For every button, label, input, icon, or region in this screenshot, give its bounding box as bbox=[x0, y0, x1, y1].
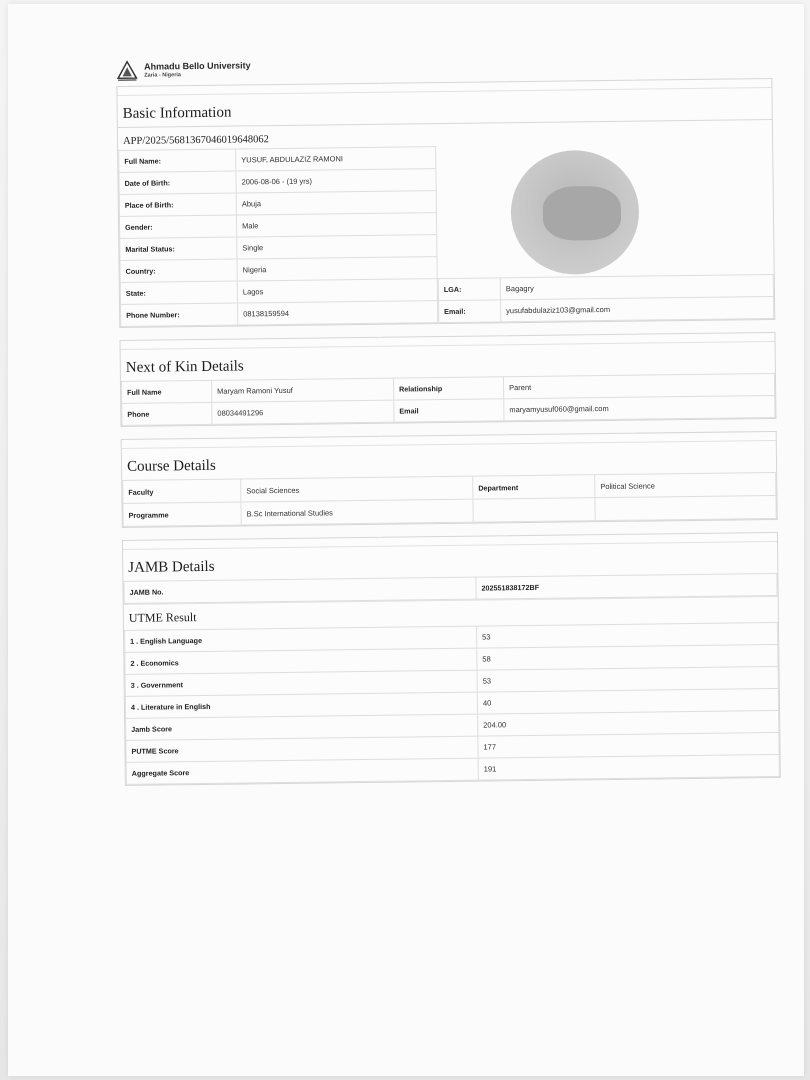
course-details-section bbox=[121, 431, 778, 528]
kin-relationship-label: Relationship bbox=[393, 377, 503, 400]
jamb-score-value: 204.00 bbox=[478, 710, 779, 736]
jamb-no-value: 202551838172BF bbox=[476, 573, 777, 599]
result-subject-label: 1 . English Language bbox=[125, 626, 477, 652]
kin-table bbox=[121, 373, 776, 426]
email-value: yusufabdulaziz103@gmail.com bbox=[501, 296, 774, 321]
paper-sheet bbox=[8, 4, 804, 1076]
state-label: State: bbox=[120, 281, 237, 304]
section-title-basic: Basic Information bbox=[117, 87, 771, 127]
table-row bbox=[439, 296, 774, 322]
marital-status-label: Marital Status: bbox=[120, 237, 237, 260]
course-table bbox=[122, 472, 777, 527]
utme-result-title: UTME Result bbox=[124, 596, 778, 630]
marital-status-value: Single bbox=[237, 235, 437, 259]
aggregate-score-value: 191 bbox=[478, 754, 779, 780]
putme-score-label: PUTME Score bbox=[126, 736, 478, 762]
jamb-no-label: JAMB No. bbox=[124, 577, 476, 603]
table-row bbox=[121, 301, 438, 327]
result-subject-label: 2 . Economics bbox=[125, 648, 477, 674]
lga-label: LGA: bbox=[438, 278, 500, 301]
kin-email-value: maryamyusuf060@gmail.com bbox=[504, 395, 775, 420]
kin-relationship-value: Parent bbox=[503, 373, 774, 398]
empty-cell bbox=[473, 498, 595, 522]
kin-phone-value: 08034491296 bbox=[212, 400, 394, 424]
gender-label: Gender: bbox=[119, 215, 236, 238]
passport-photo bbox=[510, 150, 640, 276]
programme-value: B.Sc International Studies bbox=[241, 499, 473, 525]
email-label: Email: bbox=[439, 300, 501, 323]
result-score-value: 53 bbox=[476, 622, 777, 648]
result-score-value: 58 bbox=[477, 644, 778, 670]
kin-full-name-label: Full Name bbox=[121, 380, 211, 403]
university-location: Zaria - Nigeria bbox=[144, 72, 181, 79]
state-value: Lagos bbox=[237, 279, 437, 303]
place-of-birth-label: Place of Birth: bbox=[119, 193, 236, 216]
section-title-jamb: JAMB Details bbox=[123, 541, 777, 581]
jamb-score-label: Jamb Score bbox=[126, 714, 478, 740]
result-score-value: 53 bbox=[477, 666, 778, 692]
section-title-kin: Next of Kin Details bbox=[121, 341, 775, 381]
university-logo-icon bbox=[116, 60, 138, 82]
department-label: Department bbox=[473, 475, 595, 499]
dob-value: 2006-08-06 - (19 yrs) bbox=[236, 169, 436, 193]
result-score-value: 40 bbox=[477, 688, 778, 714]
empty-cell bbox=[595, 495, 776, 520]
kin-email-label: Email bbox=[394, 399, 504, 422]
phone-number-label: Phone Number: bbox=[121, 303, 238, 326]
full-name-value: YUSUF, ABDULAZIZ RAMONI bbox=[236, 147, 436, 171]
basic-info-table bbox=[118, 146, 438, 327]
place-of-birth-value: Abuja bbox=[236, 191, 436, 215]
basic-information-section bbox=[116, 78, 775, 328]
kin-phone-label: Phone bbox=[122, 402, 212, 425]
section-title-course: Course Details bbox=[122, 440, 776, 480]
aggregate-score-label: Aggregate Score bbox=[126, 758, 478, 784]
lga-value: Bagagry bbox=[500, 274, 773, 299]
dob-label: Date of Birth: bbox=[119, 171, 236, 194]
kin-full-name-value: Maryam Ramoni Yusuf bbox=[211, 378, 393, 402]
faculty-label: Faculty bbox=[123, 479, 241, 503]
application-slip bbox=[116, 48, 781, 786]
full-name-label: Full Name: bbox=[119, 149, 236, 172]
gender-value: Male bbox=[236, 213, 436, 237]
application-number: APP/2025/5681367046019648062 bbox=[118, 119, 772, 150]
faculty-value: Social Sciences bbox=[241, 476, 473, 502]
university-name: Ahmadu Bello University bbox=[144, 60, 251, 72]
lga-email-table bbox=[438, 274, 775, 323]
result-subject-label: 3 . Government bbox=[125, 670, 477, 696]
department-value: Political Science bbox=[595, 472, 776, 497]
country-label: Country: bbox=[120, 259, 237, 282]
putme-score-value: 177 bbox=[478, 732, 779, 758]
next-of-kin-section bbox=[119, 332, 776, 427]
utme-result-table bbox=[124, 622, 780, 785]
country-value: Nigeria bbox=[237, 257, 437, 281]
phone-number-value: 08138159594 bbox=[238, 301, 438, 325]
jamb-details-section bbox=[122, 532, 781, 786]
programme-label: Programme bbox=[123, 502, 241, 526]
result-subject-label: 4 . Literature in English bbox=[125, 692, 477, 718]
